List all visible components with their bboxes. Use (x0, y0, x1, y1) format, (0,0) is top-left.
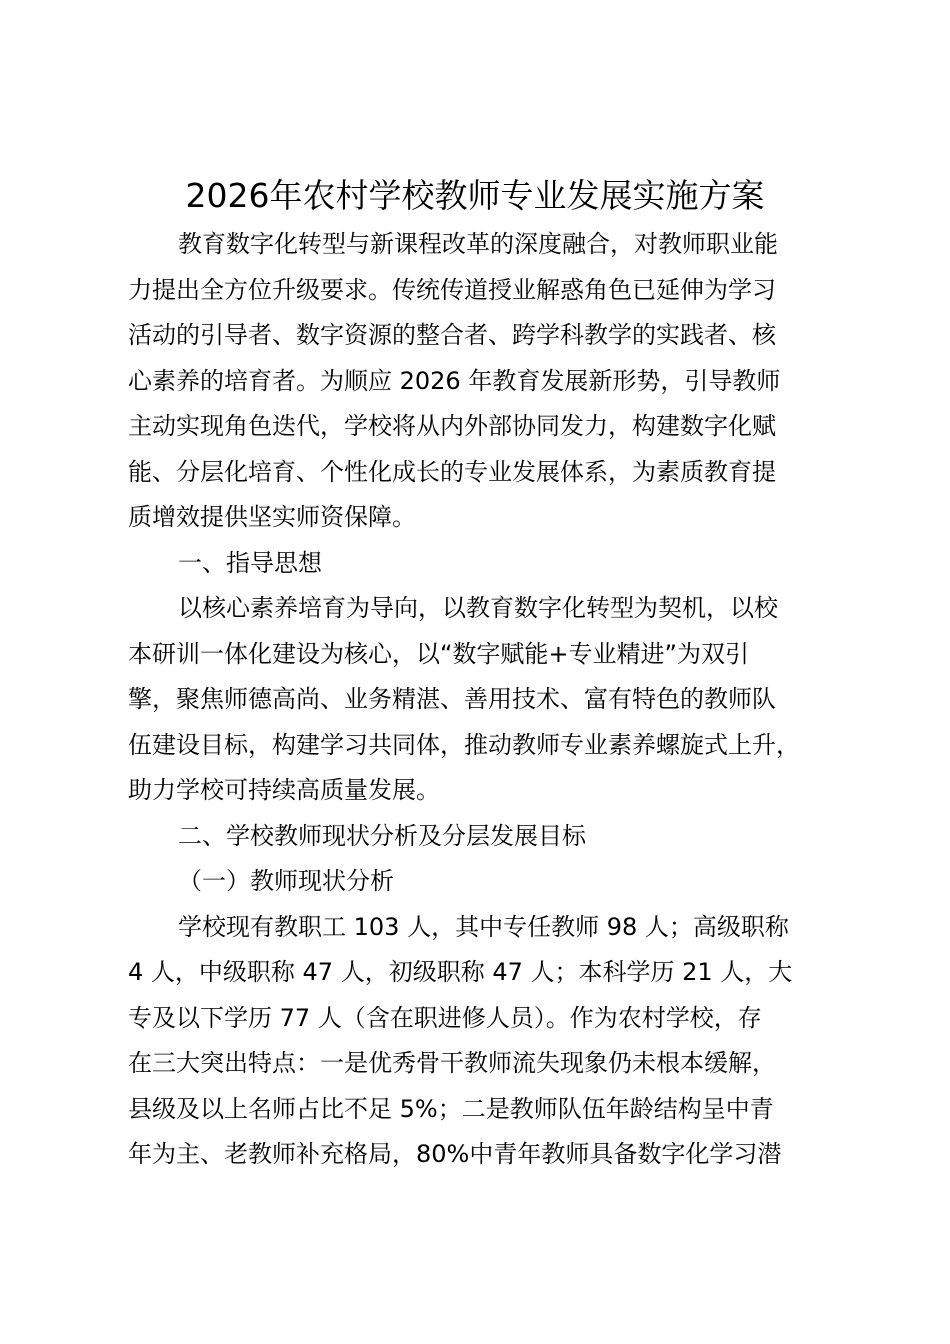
section-heading: 一、指导思想 (178, 548, 322, 577)
paragraph-line: 活动的引导者、数字资源的整合者、跨学科教学的实践者、核 (128, 321, 776, 349)
paragraph-line: 县级及以上名师占比不足 5%；二是教师队伍年龄结构呈中青 (128, 1094, 774, 1123)
paragraph-line: 年为主、老教师补充格局，80%中青年教师具备数字化学习潜 (128, 1140, 782, 1168)
paragraph-line: 主动实现角色迭代，学校将从内外部协同发力，构建数字化赋 (128, 412, 776, 440)
paragraph-line: 质增效提供坚实师资保障。 (128, 503, 416, 531)
paragraph-line: 心素养的培育者。为顺应 2026 年教育发展新形势，引导教师 (128, 366, 781, 395)
paragraph-line: 教育数字化转型与新课程改革的深度融合，对教师职业能 (178, 230, 778, 258)
paragraph-line: 伍建设目标，构建学习共同体，推动教师专业素养螺旋式上升， (128, 730, 800, 759)
subsection-heading: （一）教师现状分析 (178, 867, 394, 895)
paragraph-line: 专及以下学历 77 人（含在职进修人员）。作为农村学校，存 (128, 1003, 762, 1032)
paragraph-line: 擎，聚焦师德高尚、业务精湛、善用技术、富有特色的教师队 (128, 685, 776, 713)
document-body (128, 222, 838, 1178)
paragraph-line: 力提出全方位升级要求。传统传道授业解惑角色已延伸为学习 (128, 275, 776, 304)
paragraph-line: 助力学校可持续高质量发展。 (128, 776, 440, 804)
paragraph-line: 4 人，中级职称 47 人，初级职称 47 人；本科学历 21 人，大 (128, 958, 793, 986)
paragraph-line: 学校现有教职工 103 人，其中专任教师 98 人；高级职称 (178, 912, 789, 941)
paragraph-line: 能、分层化培育、个性化成长的专业发展体系，为素质教育提 (128, 457, 776, 486)
section-heading: 二、学校教师现状分析及分层发展目标 (178, 821, 586, 850)
paragraph-line: 以核心素养培育为导向，以教育数字化转型为契机，以校 (178, 594, 778, 622)
paragraph-line: 在三大突出特点：一是优秀骨干教师流失现象仍未根本缓解， (128, 1049, 776, 1077)
paragraph-line: 本研训一体化建设为核心，以“数字赋能+专业精进”为双引 (128, 639, 749, 668)
document-title: 2026年农村学校教师专业发展实施方案 (185, 176, 765, 215)
